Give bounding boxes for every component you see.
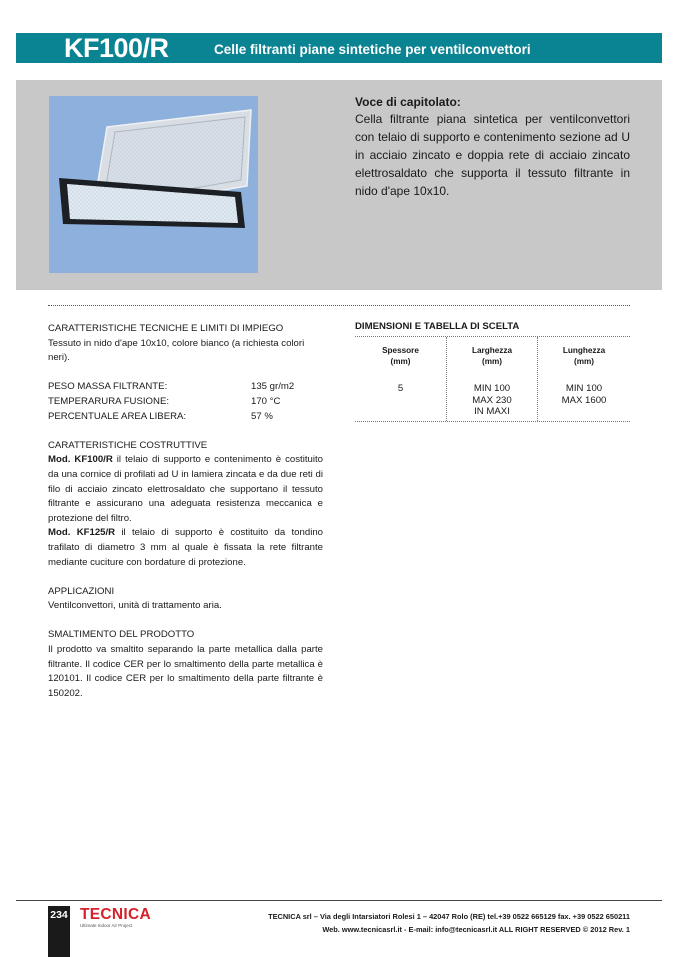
product-subtitle: Celle filtranti piane sintetiche per ventilconvettori [214, 42, 531, 57]
construction-heading: CARATTERISTICHE COSTRUTTIVE [48, 439, 208, 451]
model-name: Mod. KF125/R [48, 527, 116, 539]
header-label: Larghezza [471, 346, 513, 355]
kv-row [48, 410, 323, 425]
disposal-heading: SMALTIMENTO DEL PRODOTTO [48, 629, 195, 641]
kv-row [48, 395, 323, 410]
page-number: 234 [48, 906, 70, 957]
table-title: DIMENSIONI E TABELLA DI SCELTA [355, 321, 520, 332]
product-photo [49, 96, 258, 273]
table-cell: MIN 100 [473, 383, 511, 394]
spec-title: Voce di capitolato: [355, 95, 461, 109]
dotted-divider [48, 305, 630, 306]
table-column-thickness [355, 337, 447, 421]
disposal-section [48, 628, 323, 701]
applications-section [48, 585, 323, 614]
column-values [355, 383, 446, 395]
technical-section [48, 322, 323, 366]
header-unit: (mm) [390, 357, 411, 366]
technical-values [48, 380, 323, 424]
header-unit: (mm) [481, 357, 502, 366]
selection-table [355, 336, 630, 422]
column-header [447, 345, 537, 367]
disposal-text: Il prodotto va smaltito separando la parte metallica dalla parte filtrante. Il codice CER per lo smaltimento della parte metallica è 120101. Il codice CER per lo smaltimento della parte filtrante è 150202. [48, 644, 323, 699]
kv-value: 170 °C [251, 395, 281, 407]
applications-text: Ventilconvettori, unità di trattamento aria. [48, 600, 222, 612]
tecnica-logo [80, 907, 170, 933]
table-column-length [538, 337, 630, 421]
spec-body: Cella filtrante piana sintetica per ventilconvettori con telaio di supporto e contenimento sezione ad U in acciaio zincato e doppia rete di acciaio zincato elettrosaldato che supporta il tessuto filtrante in nido d'ape 10x10. [355, 112, 630, 198]
technical-heading: CARATTERISTICHE TECNICHE E LIMITI DI IMPIEGO [48, 323, 284, 334]
column-values [447, 383, 537, 418]
kv-label: PESO MASSA FILTRANTE: [48, 381, 168, 393]
kv-label: TEMPERARURA FUSIONE: [48, 395, 170, 407]
title-bar [16, 33, 662, 63]
column-values [538, 383, 630, 406]
table-cell: MIN 100 [565, 383, 603, 394]
model-name: Mod. KF100/R [48, 454, 113, 466]
kv-label: PERCENTUALE AREA LIBERA: [48, 410, 187, 422]
kv-value: 57 % [251, 410, 273, 422]
column-header [538, 345, 630, 367]
logo-tagline: Ultimate Indoor Air Project [80, 923, 133, 928]
footer-web: Web. www.tecnicasrl.it - E-mail: info@tecnicasrl.it ALL RIGHT RESERVED © 2012 Rev. 1 [322, 925, 630, 934]
specification-block [355, 95, 630, 200]
footer-contacts [268, 910, 630, 936]
construction-paragraph-2 [48, 526, 323, 570]
footer-address: TECNICA srl – Via degli Intarsiatori Rolesi 1 – 42047 Rolo (RE) tel.+39 0522 665129 fax. +39 0522 650211 [268, 912, 630, 921]
construction-paragraph-1 [48, 453, 323, 526]
construction-section [48, 439, 323, 570]
technical-text: Tessuto in nido d'ape 10x10, colore bianco (a richiesta colori neri). [48, 337, 305, 364]
table-cell: MAX 1600 [561, 394, 607, 406]
kv-value: 135 gr/m2 [251, 381, 295, 393]
product-code: KF100/R [64, 33, 169, 63]
logo-wordmark: TECNICA [80, 906, 151, 923]
filter-illustration [49, 96, 258, 273]
table-column-width [447, 337, 538, 421]
construction-text: il telaio di supporto e contenimento è costituito da una cornice di profilati ad U in lamiera zincata e da due reti di filo di acciaio zincato elettrosaldato che supportano il tessuto filtrante e assicurano una adeguata resistenza meccanica e protezione del filtro. [48, 454, 323, 524]
left-column [48, 322, 323, 716]
header-label: Spessore [382, 346, 419, 355]
construction-text: il telaio di supporto è costituito da tondino trafilato di diametro 3 mm al quale è fissata la rete filtrante mediante cuciture con bordature di protezione. [48, 527, 323, 568]
table-cell: IN MAXI [474, 406, 510, 417]
table-cell: 5 [397, 383, 404, 394]
header-label: Lunghezza [562, 346, 606, 355]
applications-heading: APPLICAZIONI [48, 585, 115, 597]
column-header [355, 345, 446, 367]
table-cell: MAX 230 [472, 394, 512, 406]
footer-rule [16, 900, 662, 901]
header-unit: (mm) [573, 357, 594, 366]
kv-row [48, 380, 323, 395]
